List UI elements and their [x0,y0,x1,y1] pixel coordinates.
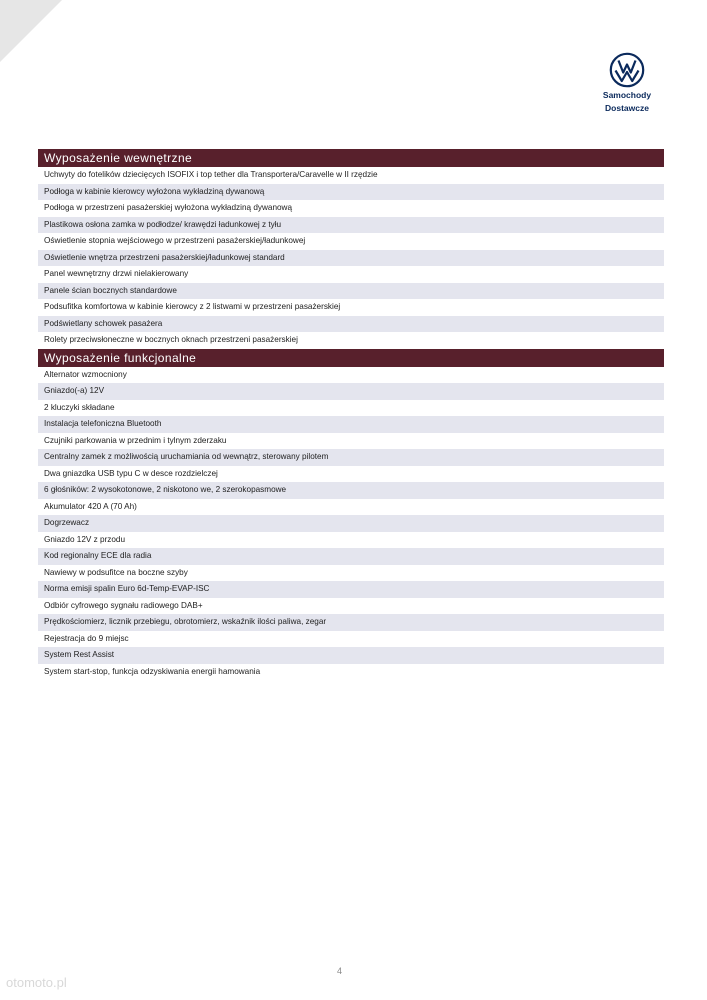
section-header: Wyposażenie funkcjonalne [38,349,664,367]
list-item: Gniazdo 12V z przodu [44,534,126,544]
list-item: Norma emisji spalin Euro 6d-Temp-EVAP-ISC [38,581,664,598]
list-item: Prędkościomierz, licznik przebiegu, obrotomierz, wskaźnik ilości paliwa, zegar [38,614,664,631]
list-item: Plastikowa osłona zamka w podłodze/ krawędzi ładunkowej z tyłu [38,217,664,234]
list-item: System start-stop, funkcja odzyskiwania energii hamowania [44,666,261,676]
list-item: Dwa gniazdka USB typu C w desce rozdzielczej [44,468,218,478]
list-item: Czujniki parkowania w przednim i tylnym zderzaku [44,435,227,445]
list-item: Nawiewy w podsufitce na boczne szyby [44,567,188,577]
list-item: Podsufitka komfortowa w kabinie kierowcy z 2 listwami w przestrzeni pasażerskiej [44,302,341,311]
list-item: Podłoga w kabinie kierowcy wyłożona wykładziną dywanową [38,184,664,201]
list-item: Rolety przeciwsłoneczne w bocznych oknach przestrzeni pasażerskiej [44,335,298,344]
list-item: Akumulator 420 A (70 Ah) [44,501,137,511]
vw-logo [597,52,657,113]
list-item: Gniazdo(-a) 12V [38,383,664,400]
list-item: Odbiór cyfrowego sygnału radiowego DAB+ [44,600,203,610]
list-item: Instalacja telefoniczna Bluetooth [38,416,664,433]
list-item: Panele ścian bocznych standardowe [38,283,664,300]
list-item: Uchwyty do fotelików dziecięcych ISOFIX i top tether dla Transportera/Caravelle w II rzędzie [44,170,378,179]
list-item: 2 kluczyki składane [44,402,115,412]
list-item: Alternator wzmocniony [44,369,127,379]
list-item: Kod regionalny ECE dla radia [38,548,664,565]
list-item: Panel wewnętrzny drzwi nielakierowany [44,269,189,278]
list-item: Oświetlenie wnętrza przestrzeni pasażerskiej/ładunkowej standard [38,250,664,267]
section-header: Wyposażenie wewnętrzne [38,149,664,167]
list-item: Centralny zamek z możliwością uruchamiania od wewnątrz, sterowany pilotem [38,449,664,466]
list-item: Podświetlany schowek pasażera [38,316,664,333]
list-item: 6 głośników: 2 wysokotonowe, 2 niskotono we, 2 szerokopasmowe [38,482,664,499]
brand-line-2: Dostawcze [605,102,649,113]
list-item: Oświetlenie stopnia wejściowego w przestrzeni pasażerskiej/ładunkowej [44,236,306,245]
list-item: Rejestracja do 9 miejsc [44,633,129,643]
page-corner-fold [0,0,62,62]
vw-emblem-icon [609,52,645,88]
equipment-list [38,149,664,680]
watermark: otomoto.pl [6,975,67,990]
brand-line-1: Samochody [602,90,652,100]
list-item: Podłoga w przestrzeni pasażerskiej wyłożona wykładziną dywanową [44,203,293,212]
list-item: Dogrzewacz [38,515,664,532]
list-item: System Rest Assist [38,647,664,664]
page-number: 4 [337,966,343,976]
